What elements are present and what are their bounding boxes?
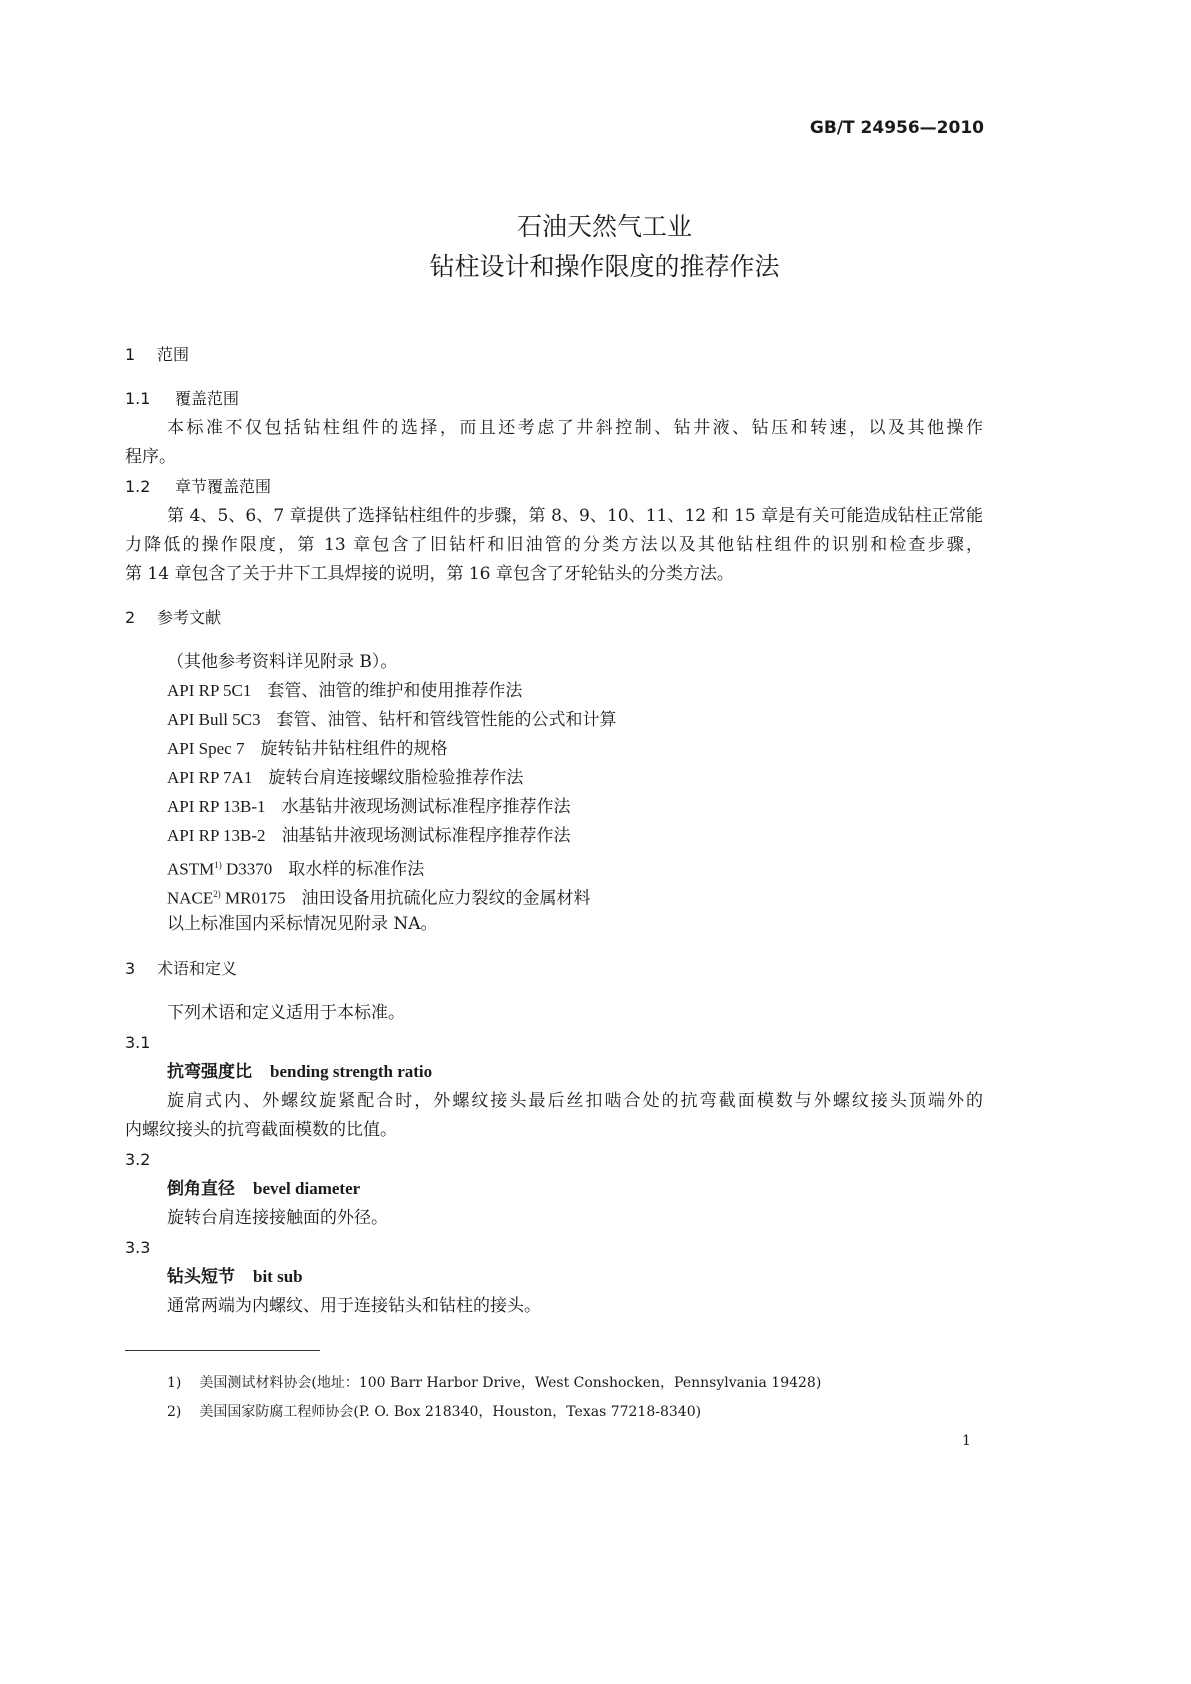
footnote-mark: 1) xyxy=(167,1375,182,1391)
reference-code xyxy=(167,796,266,818)
section-1-1-heading xyxy=(125,388,239,410)
paragraph-line: 程序。 xyxy=(125,447,176,467)
footnote-2 xyxy=(167,1401,701,1423)
terms-intro: 下列术语和定义适用于本标准。 xyxy=(167,1003,405,1023)
paragraph-line: 第 4、5、6、7 章提供了选择钻柱组件的步骤，第 8、9、10、11、12 和 15 章是有关可能造成钻柱正常能 xyxy=(167,506,983,526)
footnote-ref: 1) xyxy=(214,860,222,870)
paragraph-line: 力降低的操作限度，第 13 章包含了旧钻杆和旧油管的分类方法以及其他钻柱组件的识别和检查步骤， xyxy=(125,535,983,555)
references-outro: 以上标准国内采标情况见附录 NA。 xyxy=(167,914,438,934)
section-3-heading xyxy=(125,958,237,980)
term-number: 3.3 xyxy=(125,1238,151,1257)
term-number: 3.2 xyxy=(125,1150,151,1169)
reference-code-text: API RP 7A1 xyxy=(167,768,253,787)
section-1-2-heading xyxy=(125,476,271,498)
reference-item xyxy=(167,796,571,818)
reference-code-text: API Bull 5C3 xyxy=(167,710,261,729)
footnote-ref: 2) xyxy=(213,889,221,899)
section-number: 1.1 xyxy=(125,389,151,408)
reference-item xyxy=(167,709,617,731)
section-number: 1 xyxy=(125,345,136,364)
reference-code xyxy=(167,767,252,789)
section-number: 1.2 xyxy=(125,477,151,496)
term-heading xyxy=(167,1061,432,1083)
reference-item xyxy=(167,738,447,760)
footnote-1 xyxy=(167,1372,821,1394)
reference-title: 水基钻井液现场测试标准程序推荐作法 xyxy=(281,797,571,817)
section-title: 范围 xyxy=(157,345,190,364)
reference-code xyxy=(167,883,286,910)
reference-code xyxy=(167,680,251,702)
footnote-text: 美国测试材料协会(地址：100 Barr Harbor Drive，West Conshocken，Pennsylvania 19428) xyxy=(199,1375,822,1391)
footnote-mark: 2) xyxy=(167,1404,182,1420)
page-number: 1 xyxy=(962,1433,971,1449)
title-line-2: 钻柱设计和操作限度的推荐作法 xyxy=(429,252,780,281)
reference-item xyxy=(167,883,591,910)
footnote-text: 美国国家防腐工程师协会(P. O. Box 218340，Houston，Texas 77218-8340) xyxy=(199,1404,702,1420)
term-zh: 倒角直径 xyxy=(167,1179,235,1199)
section-number: 2 xyxy=(125,608,136,627)
section-title: 术语和定义 xyxy=(157,959,238,978)
term-zh: 钻头短节 xyxy=(167,1267,235,1287)
section-title: 参考文献 xyxy=(157,608,222,627)
references-intro: （其他参考资料详见附录 B）。 xyxy=(167,652,398,672)
reference-title: 套管、油管、钻杆和管线管性能的公式和计算 xyxy=(276,710,617,730)
definition-line: 内螺纹接头的抗弯截面模数的比值。 xyxy=(125,1120,397,1140)
reference-code xyxy=(167,854,272,881)
standard-number: GB/T 24956—2010 xyxy=(809,118,984,138)
term-heading xyxy=(167,1266,303,1288)
term-number: 3.1 xyxy=(125,1033,151,1052)
term-en: bending strength ratio xyxy=(270,1062,433,1081)
footnote-divider xyxy=(125,1350,320,1351)
section-number: 3 xyxy=(125,959,136,978)
reference-code xyxy=(167,709,261,731)
reference-title: 油基钻井液现场测试标准程序推荐作法 xyxy=(281,826,571,846)
term-zh: 抗弯强度比 xyxy=(167,1062,252,1082)
term-heading xyxy=(167,1178,360,1200)
section-title: 覆盖范围 xyxy=(175,389,240,408)
reference-code-text: API Spec 7 xyxy=(167,739,245,758)
reference-title: 旋转钻井钻柱组件的规格 xyxy=(260,739,448,759)
reference-code-text: D3370 xyxy=(221,859,273,879)
paragraph-line: 第 14 章包含了关于井下工具焊接的说明，第 16 章包含了牙轮钻头的分类方法。 xyxy=(125,564,734,584)
section-2-heading xyxy=(125,607,221,629)
definition-line: 通常两端为内螺纹、用于连接钻头和钻柱的接头。 xyxy=(167,1296,541,1316)
reference-code-text: API RP 5C1 xyxy=(167,681,252,700)
reference-item xyxy=(167,854,424,881)
term-en: bevel diameter xyxy=(253,1179,361,1198)
reference-title: 油田设备用抗硫化应力裂纹的金属材料 xyxy=(301,888,591,909)
section-1-heading xyxy=(125,344,189,366)
definition-line: 旋转台肩连接接触面的外径。 xyxy=(167,1208,388,1228)
reference-code-text: API RP 13B-1 xyxy=(167,797,266,816)
paragraph-line: 本标准不仅包括钻柱组件的选择，而且还考虑了井斜控制、钻井液、钻压和转速，以及其他操作 xyxy=(167,418,983,438)
reference-title: 套管、油管的维护和使用推荐作法 xyxy=(267,681,523,701)
reference-item xyxy=(167,825,571,847)
reference-item xyxy=(167,680,522,702)
reference-code-text: ASTM xyxy=(167,859,215,879)
reference-code xyxy=(167,825,266,847)
reference-code xyxy=(167,738,244,760)
reference-code-text: MR0175 xyxy=(220,888,286,908)
reference-item xyxy=(167,767,523,789)
reference-code-text: API RP 13B-2 xyxy=(167,826,266,845)
reference-title: 旋转台肩连接螺纹脂检验推荐作法 xyxy=(268,768,524,788)
section-title: 章节覆盖范围 xyxy=(175,477,272,496)
definition-line: 旋肩式内、外螺纹旋紧配合时，外螺纹接头最后丝扣啮合处的抗弯截面模数与外螺纹接头顶端外的 xyxy=(167,1091,983,1111)
term-en: bit sub xyxy=(253,1267,303,1286)
reference-title: 取水样的标准作法 xyxy=(288,859,425,880)
reference-code-text: NACE xyxy=(167,888,214,908)
title-line-1: 石油天然气工业 xyxy=(516,212,692,241)
